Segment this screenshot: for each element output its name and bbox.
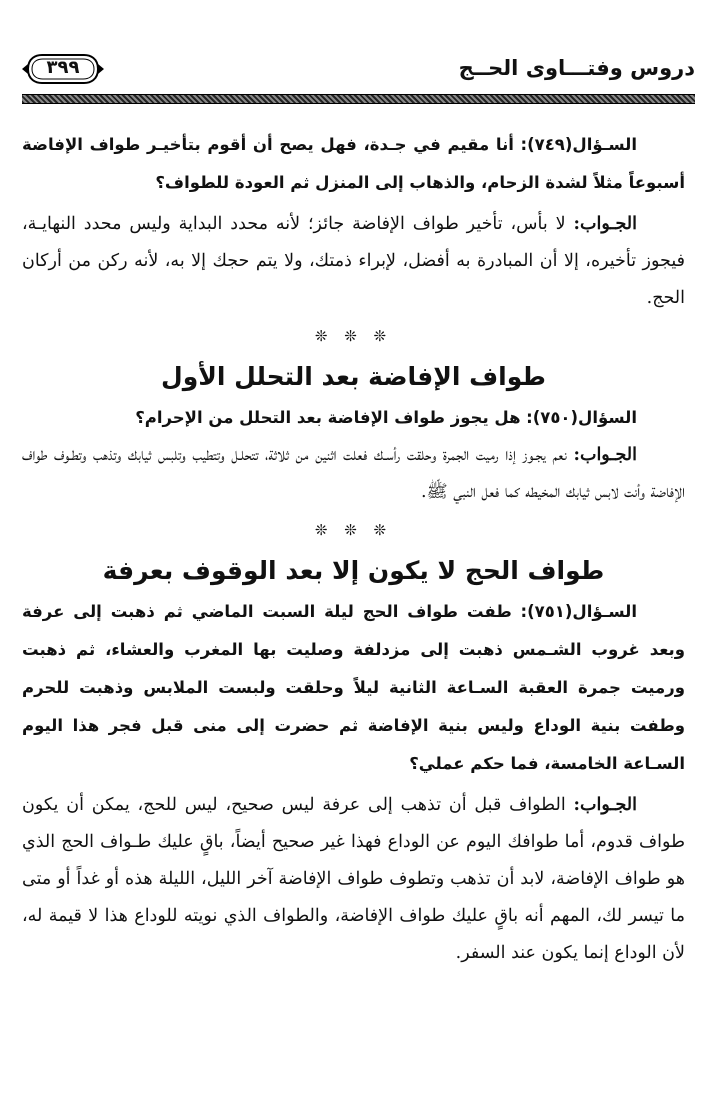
question-label: السـؤال(٧٥١):	[520, 602, 637, 621]
section-separator: ❊ ❊ ❊	[314, 521, 393, 539]
question-label: السـؤال(٧٤٩):	[520, 135, 637, 154]
header-rule	[22, 94, 695, 104]
page-header	[22, 52, 695, 92]
question-749	[22, 126, 685, 202]
section-separator: ❊ ❊ ❊	[314, 327, 393, 345]
page-number-frame	[22, 52, 104, 86]
question-text: هل يجوز طواف الإفاضة بعد التحلل من الإحرام؟	[135, 408, 521, 427]
question-text: أنا مقيم في جـدة، فهل يصح أن أقوم بتأخيـر طواف الإفاضة أسبوعاً مثلاً لشدة الزحام، والذهاب إلى المنزل ثم العودة للطواف؟	[22, 135, 685, 192]
answer-751	[22, 787, 685, 972]
question-750	[22, 399, 685, 437]
answer-750	[22, 437, 685, 511]
page-content	[22, 126, 685, 972]
question-text: طفت طواف الحج ليلة السبت الماضي ثم ذهبت إلى عرفة وبعد غروب الشـمس ذهبت إلى مزدلفة وصليت بها المغرب والعشاء، ثم ذهبت ورميت جمرة العقبة السـاعة الثانية ليلاً وحلقت ولبست الملابس وذهبت للحرم وطفت بنية الوداع وليس بنية الإفاضة ثم حضرت إلى منى قبل فجر هذا اليوم السـاعة الخامسة، فما حكم عملي؟	[22, 602, 685, 773]
question-751	[22, 593, 685, 783]
section-heading: طواف الحج لا يكون إلا بعد الوقوف بعرفة	[102, 556, 605, 585]
answer-749	[22, 206, 685, 317]
section-heading: طواف الإفاضة بعد التحلل الأول	[161, 362, 546, 391]
answer-text: لا بأس، تأخير طواف الإفاضة جائز؛ لأنه محدد البداية وليس محدد النهايـة، فيجوز تأخيره، إلا أن المبادرة به أفضل، لإبراء ذمتك، ولا يتم حجك إلا به، لأنه ركن من أركان الحج.	[22, 214, 685, 308]
page-number: ٣٩٩	[46, 57, 80, 78]
answer-text: نعم يجـوز إذا رميت الجمرة وحلقت رأسـك فعلت اثنين من ثلاثة، تتحلـل وتتطيب وتلبس ثيابك وتذهب وتطـوف طواف الإفاضة وأنت لابس ثيابك المخيطه كما فعل النبي ﷺ.	[22, 445, 685, 502]
answer-label: الجـواب:	[573, 214, 637, 234]
answer-label: الجـواب:	[573, 445, 637, 465]
answer-text: الطواف قبل أن تذهب إلى عرفة ليس صحيح، ليس للحج، يمكن أن يكون طواف قدوم، أما طوافك اليوم عن الوداع فهذا غير صحيح أيضاً، باقٍ عليك طـواف الحج الذي هو طواف الإفاضة، لابد أن تذهب وتطوف طواف الإفاضة آخر الليل، الليلة هذه أو غداً أو متى ما تيسر لك، المهم أنه باقٍ عليك طواف الإفاضة، والطواف الذي نويته للوداع هذا لا قيمة له، لأن الوداع إنما يكون عند السفر.	[22, 795, 685, 963]
answer-label: الجـواب:	[573, 795, 637, 815]
question-label: السؤال(٧٥٠):	[526, 408, 637, 427]
running-title: دروس وفتـــاوى الحــج	[458, 56, 695, 80]
